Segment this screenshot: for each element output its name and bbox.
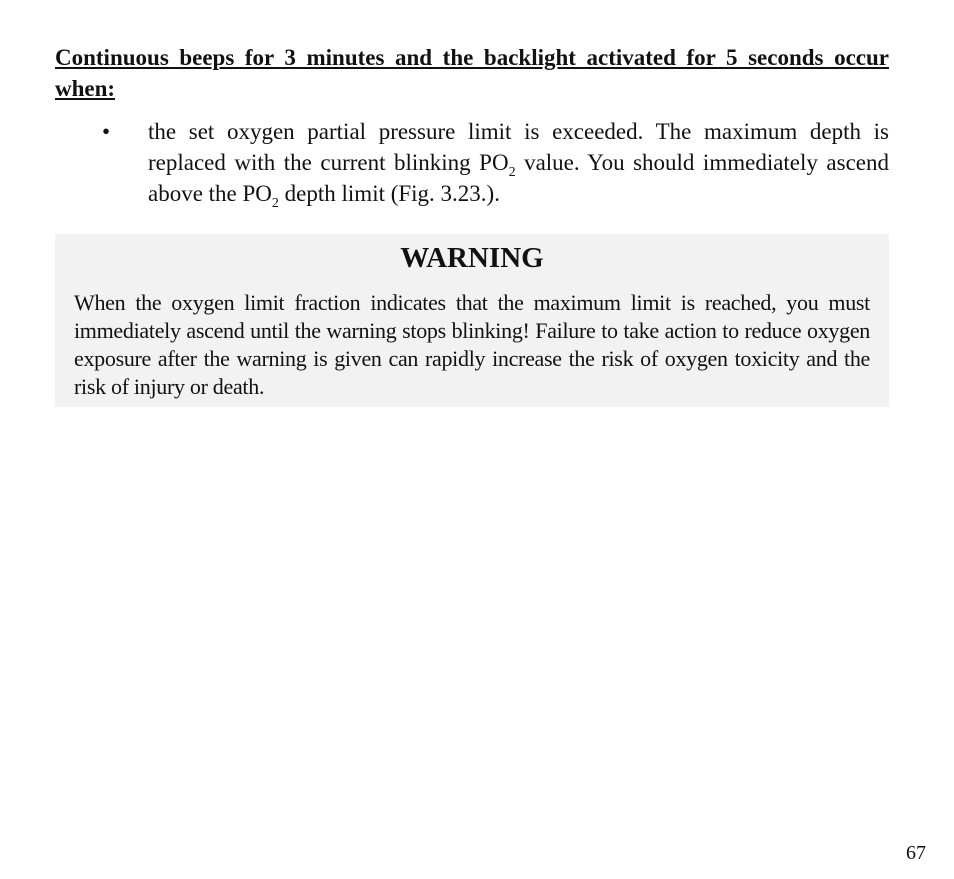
bullet-text-part2: value. You should immediately ascend above the PO: [148, 150, 889, 206]
page-number: 67: [906, 842, 926, 864]
subscript-2: 2: [508, 165, 516, 180]
warning-text: When the oxygen limit fraction indicates that the maximum limit is reached, you must immediately ascend until the warning stops blinking! Failure to take action to reduce oxygen exposure after the warning is given can rapidly increase the risk of oxygen toxicity and the risk of injury or death.: [74, 290, 870, 399]
warning-title: WARNING: [400, 242, 544, 274]
bullet-text-part3: depth limit (Fig. 3.23.).: [278, 181, 500, 206]
bullet-icon: •: [102, 119, 111, 144]
subscript-2: 2: [271, 196, 279, 211]
list-item: [55, 116, 889, 209]
bullet-list: [55, 116, 889, 209]
bullet-text-part1: the set oxygen partial pressure limit is exceeded. The maximum depth is replaced with the current blinking PO: [148, 119, 889, 175]
warning-box: [55, 234, 889, 407]
manual-page: [55, 42, 889, 407]
section-heading: Continuous beeps for 3 minutes and the backlight activated for 5 seconds occur when:: [55, 45, 889, 101]
